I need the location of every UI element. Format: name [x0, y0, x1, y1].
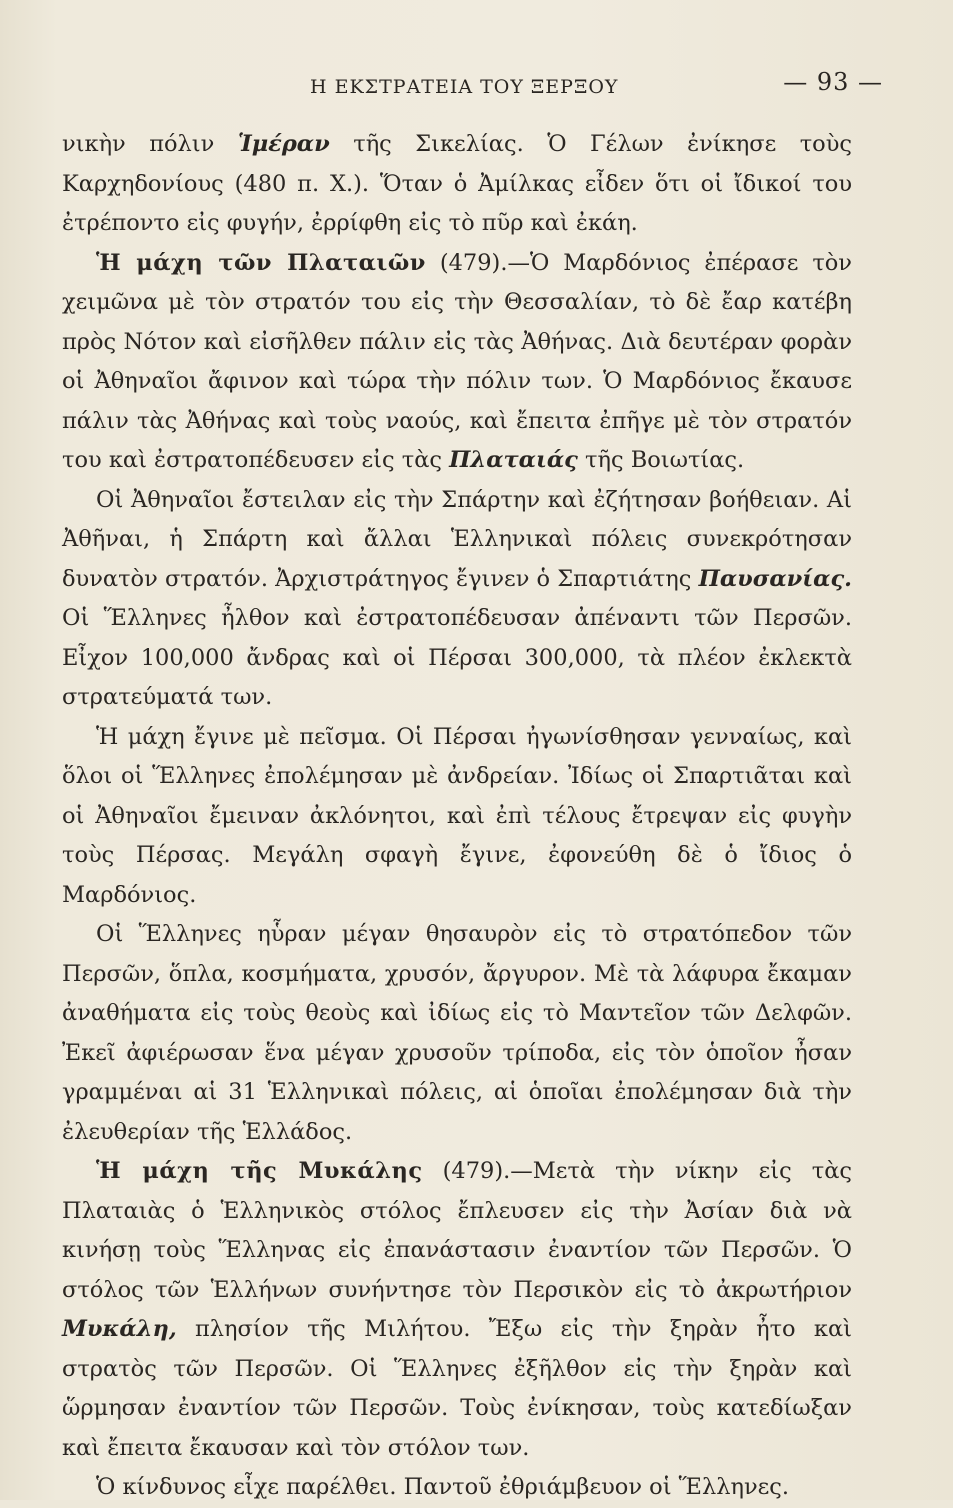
text-run: Ἡ μάχη ἔγινε μὲ πεῖσμα. Οἱ Πέρσαι ἠγωνίσθησαν γενναίως, καὶ ὅλοι οἱ Ἕλληνες ἐπολέμησαν μὲ ἀνδρείαν. Ἰδίως οἱ Σπαρτιᾶται καὶ οἱ Ἀθηναῖοι ἔμειναν ἀκλόνητοι, καὶ ἐπὶ τέλους ἔτρεψαν εἰς φυγὴν τοὺς Πέρσας. Μεγάλη σφαγὴ ἔγινε, ἐφονεύθη δὲ ὁ ἴδιος ὁ Μαρδόνιος. — [62, 723, 852, 908]
text-run: (479).—Ὁ Μαρδόνιος ἐπέρασε τὸν χειμῶνα μὲ τὸν στρατόν του εἰς τὴν Θεσσαλίαν, τὸ δὲ ἔαρ κατέβη πρὸς Νότον καὶ εἰσῆλθεν πάλιν εἰς τὰς Ἀθήνας. Διὰ δευτέραν φορὰν οἱ Ἀθηναῖοι ἄφινον καὶ τώρα τὴν πόλιν των. Ὁ Μαρδόνιος ἔκαυσε πάλιν τὰς Ἀθήνας καὶ τοὺς ναούς, καὶ ἔπειτα ἐπῆγε μὲ τὸν στρατόν του καὶ ἐστρατοπέδευσεν εἰς τὰς — [62, 249, 852, 473]
text-run: πλησίον τῆς Μιλήτου. Ἔξω εἰς τὴν ξηρὰν ἦτο καὶ στρατὸς τῶν Περσῶν. Οἱ Ἕλληνες ἐξῆλθον εἰς τὴν ξηρὰν καὶ ὥρμησαν ἐναντίον τῶν Περσῶν. Τοὺς ἐνίκησαν, τοὺς κατεδίωξαν καὶ ἔπειτα ἔκαυσαν καὶ τὸν στόλον των. — [62, 1316, 852, 1461]
text-run: Οἱ Ἕλληνες ἦλθον καὶ ἐστρατοπέδευσαν ἀπέναντι τῶν Περσῶν. Εἶχον 100,000 ἄνδρας καὶ οἱ Πέρσαι 300,000, τὰ πλέον ἐκλεκτὰ στρατεύματά των. — [62, 605, 852, 710]
emphasized-place-name: Παυσανίας. — [698, 565, 852, 592]
emphasized-place-name: Μυκάλη, — [62, 1316, 177, 1342]
page-number: — 93 — — [783, 68, 883, 96]
running-title: Η ΕΚΣΤΡΑΤΕΙΑ ΤΟΥ ΞΕΡΞΟΥ — [310, 76, 619, 98]
paragraph-p7 — [62, 1468, 852, 1508]
paragraph-p4 — [62, 718, 852, 916]
paragraph-p5 — [62, 915, 852, 1152]
section-heading: Ἡ μάχη τῶν Πλαταιῶν — [96, 249, 426, 276]
text-run: Οἱ Ἕλληνες ηὗραν μέγαν θησαυρὸν εἰς τὸ στρατόπεδον τῶν Περσῶν, ὅπλα, κοσμήματα, χρυσόν, ἄργυρον. Μὲ τὰ λάφυρα ἔκαμαν ἀναθήματα εἰς τοὺς θεοὺς καὶ ἰδίως εἰς τὸ Μαντεῖον τῶν Δελφῶν. Ἐκεῖ ἀφιέρωσαν ἕνα μέγαν χρυσοῦν τρίποδα, εἰς τὸν ὁποῖον ἦσαν γραμμέναι αἱ 31 Ἑλληνικαὶ πόλεις, αἱ ὁποῖαι ἐπολέμησαν διὰ τὴν ἐλευθερίαν τῆς Ἑλλάδος. — [62, 921, 852, 1145]
emphasized-place-name: Πλαταιάς — [449, 447, 578, 473]
paragraph-p2 — [62, 244, 852, 481]
text-run: Οἱ Ἀθηναῖοι ἔστειλαν εἰς τὴν Σπάρτην καὶ ἐζήτησαν βοήθειαν. Αἱ Ἀθῆναι, ἡ Σπάρτη καὶ ἄλλαι Ἑλληνικαὶ πόλεις συνεκρότησαν δυνατὸν στρατόν. Ἀρχιστράτηγος ἔγινεν ὁ Σπαρτιάτης — [62, 486, 852, 592]
paragraph-p6 — [62, 1152, 852, 1468]
text-run: (479).—Μετὰ τὴν νίκην εἰς τὰς Πλαταιὰς ὁ Ἑλληνικὸς στόλος ἔπλευσεν εἰς τὴν Ἀσίαν διὰ νὰ κινήσῃ τοὺς Ἕλληνας εἰς ἐπανάστασιν ἐναντίον τῶν Περσῶν. Ὁ στόλος τῶν Ἑλλήνων συνήντησε τὸν Περσικὸν εἰς τὸ ἀκρωτήριον — [62, 1158, 852, 1303]
emphasized-place-name: Ἱμέραν — [237, 131, 330, 157]
text-run: τῆς Σικελίας. Ὁ Γέλων ἐνίκησε τοὺς Καρχηδονίους (480 π. Χ.). Ὅταν ὁ Ἀμίλκας εἶδεν ὅτι οἱ ἴδικοί του ἐτρέποντο εἰς φυγήν, ἐρρίφθη εἰς τὸ πῦρ καὶ ἐκάη. — [62, 131, 853, 236]
paragraph-p1 — [62, 125, 852, 244]
page-header — [60, 68, 893, 104]
text-run: νικὴν πόλιν — [62, 131, 238, 157]
paragraph-p3 — [62, 481, 852, 718]
section-heading: Ἡ μάχη τῆς Μυκάλης — [96, 1158, 423, 1184]
text-run: Ὁ κίνδυνος εἶχε παρέλθει. Παντοῦ ἐθριάμβευον οἱ Ἕλληνες. — [96, 1474, 790, 1500]
text-run: τῆς Βοιωτίας. — [577, 447, 745, 473]
body-text — [62, 125, 852, 1508]
